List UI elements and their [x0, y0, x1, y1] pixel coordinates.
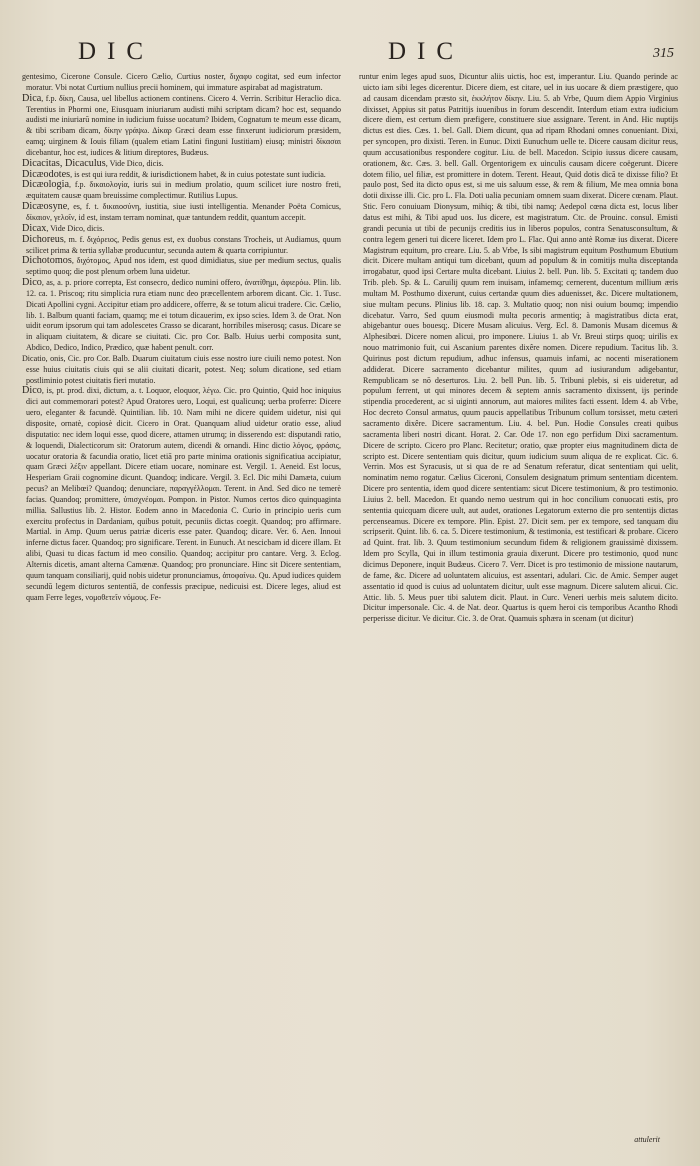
- left-column: [22, 72, 341, 1146]
- entry-headword: Dicax: [22, 222, 47, 234]
- entry-text: , is, pt. prod. dixi, dictum, a. t. Loquor, eloquor, λέγω. Cic. pro Quintio, Quid hoc iniquius dici aut commemorari potest? Apud Oratores uero, Loqui, est qualicunq; uerba proferre: Dicere uero, eleganter & facundè. Quintilian. lib. 10. Nam mihi ne dicere quidem uidetur, nisi qui disposite, ornatè, copiosè dicit. Cicero in Orat. Quanquam aliud uidetur oratio esse, aliud disputatio: nec idem loqui esse, quod dicere, attamen utrumq; in disserendo est: disputandi ratio, & loquendi, Dialecticorum sit: Oratorum autem, dicendi & ornandi. Hinc dictio λόγος, φράσις, uocatur oratoria & facundia oratio, licet etiā pro parte minima orationis significatiua accipiatur, quam Græci λέξιν appellant. Dicere etiam uocare, nominare est. Vergil. 1. Aeneid. Est locus, Hesperiam Graii cognomine dicunt. Quandoq; indicare. Vergil. 3. Ecl. Dic mihi Damæta, cuium pecus? an Melibœi? Quandoq; denunciare, παραγγέλλομαι. Terent. in And. Sed dico ne temerè facias. Quandoq; promittere, ὑπισχνέομαι. Pompon. in Pistor. Numos certos dico quinquaginta millia. Sallustius lib. 2. Histor. Eodem anno in Macedonia C. Curio in principio ueris cum exercitu profectus in Dardaniam, quibus potuit, pecuniis dictas coegit. Quandoq; pro affirmare. Martial. in Amp. Quum uerus patriæ diceris esse pater. Quandoq; dicare. Ver. 6. Aen. Innoui inferne dictus facer. Quandoq; pro significare. Terent. in Eunuch. At nescicbam id dicere illam. Et alibi, Quasi tu dicas factum id meo consilio. Quandoq; accipitur pro cantare. Verg. 3. Eclog. Alternis dicetis, amant alterna Camœnæ. Quandoq; pro pronunciare. Hinc sit Dicere sententiam, quum tanquam consiliarij, quid nobis uidetur pronunciamus, ἀποφαίνω. Qu. Apud iudices quidem secundū legem dicturos sententiā, de confessis præcipue, nedicuisi est. Dicere leges, aliud est quam Ferre leges, νομοθετεῖν νόμους. Fe-: [26, 386, 341, 602]
- entry-text: , as, a. p. priore correpta, Est consecro, dedico numini offero, ἀνατίθημι, ἀφιερόω. Plin. lib. 12. ca. 1. Priscoq; ritu simplicia rura etiam nunc deo præcellentem arborem dicant. Cic. 1. Tusc. Dicati Apollini cygni. Accipitur etiam pro addicere, offerre, & se totum alicui tradere. Cic. Cælio, lib. 1. Balbum quanti faciam, quamq; me ei totum dicauerim, ex ipso scies. Idem 3. de Orat. Non uidit eorum ipsorum qui tam adolescetes Crasso se dicarant, horribiles miserosq; casus. Dicare se in aliquam ciuitatem, & dicare se ciuitati. Cic. pro Cor. Balb. Huius uerbi composita sunt, Abdico, Dedico, Indico, Prædico, quæ habent penult. corr.: [26, 278, 341, 353]
- entry-headword: Dicacitas, Dicaculus: [22, 157, 106, 169]
- right-running-head: DIC: [388, 38, 465, 65]
- entry-headword: Dico: [22, 277, 42, 289]
- entry-text: , Vide Dico, dicis.: [105, 158, 164, 168]
- dictionary-entry: [22, 180, 341, 202]
- entry-headword: Dicæosyne: [22, 201, 68, 213]
- dictionary-entry: [359, 72, 678, 625]
- entry-text: , Vide Dico, dicis.: [46, 223, 105, 233]
- entry-headword: Dicæologia: [22, 179, 69, 191]
- entry-text: runtur enim leges apud suos, Dicuntur aliis uictis, hoc est, imperantur. Liu. Quando perinde ac uicto iam sibi leges dicerentur. Dicere diem, est citare, uel in ius uocare & diem præstigere, quo ad causam dicendam præsto sit, ἐκκλήτον δίκην. Liu. 5. ab Vrbe, Quum diem Appio Virginius dixisset, Appius sit patus Patritijs iuuenibus in forum descendit. Interdum etiam extra iudicium dicere diem, est certum diem præfigere, constituere siue assignare. Terent. in And. Hic nuptijs dictus est dies. Cæs. 1. bel. Gall. Diem dicunt, qua ad ripam Rhodani omnes conueniant. Dixi, per syncopen, pro dixisti. Teren. in Eunuc. Dixti Eunuchum uelle te. Dicere causam dicitur reus, quum accusationibus respondere cogitur. Liu. de bell. Macedon. Scipio iussus dicere causam, orationem, &c. Cæs. 3. bell. Gall. Orgentorigem ex uinculis causam dicere coëgerunt. Dicere dotem filio, uel filiæ, est promittere in dotem. Terent. Heaut, Quid dotis dicā te dixisse filio? Et paulo post, Sed ita dicto opus est, si me uis saluum esse, & rem & filium, Me mea omnia bona dotii dixisse illi. Cic. pro L. Fla. Doti ualia pecuniam omnem suam dixerat. Dicere cœnam. Plaut. Stic. Fero conuiuam Dionysum, mihiq; & tibi, tibi namq; Aedepol cœna dicta est, locus liber datus est mihi, & Tibi apud uos. Ius dicere, est magistratum. Ctc. de Prouinc. consul. Emisti grandi pecunia ut tibi de pecunijs creditis ius in liberos populos, contra Senatusconsultum, & contra legem generi tui dicere liceret. Idem pro L. Flac. Qui anno antè Romæ ius dixerat. Dicere Magistrum equitum, pro creare. Liu. 5. ab Vrbe, Is sibi magistrum equitum Posthumum Ebutium dicit. Dicere multam antiqui tum dicebant, quum ad populum & in comitijs multa disceptanda irrogabatur, quod ipsi Certare multa dicebant. Liuius 2. bell. Pun. lib. 5. Excitati q; tandem duo Trib. pleb. Sp. & L. Caruilij quum rem inuisam, infamemq; cernerent, ducentum millium æris multam M. Posthumo dixerunt, cuius certandæ quum dies aduenisset, &c. Dicere multationem, siue multam pecuns. Plinius lib. 18. cap. 3. Multatio quoq; non nisi ouium boumq; impendio dicebatur. Varro, Sed quum eiusmodi multa pecoris armentiq; à magistratibus dicta erat, abigebantur oues bouesq;. Dicere Musam alicuius. Verg. Ecl. 8. Damonis Musam dicemus & Alphesibœi. Dicere nomen alicui, pro imponere. Liuius 1. ab Vr. Breui stirps quoq; uirilis ex nouo matrimonio fuit, cui Ascanium parentes dixêre nomen. Dicere repudium. Tacitus lib. 3. Quirinus post dictum repudium, adhuc infensus, quamuis infami, ac nocenti miserationem addiderat. Dicere sacramento dicebantur milites, quum ad iusiurandum adigebantur, Rempublicam se nō deserturos. Liu. 2. bell Pun. lib. 5. Tribuni plebis, si eis uideretur, ad populum ferrent, ut qui minores decem & septem annis sacramento dixissent, ijs perinde stipendia procederent, ac si uiginti annorum, aut maiores milites facti essent. Idem 4. ab Vrbe, Hoc decreto Consul armatus, quum paucis appellatibus Tribunum collum torsisset, metu cæteri sacramento dixêre. Dicere sacramentum. Liu. 4. bel. Pun. Hodie Consules creati quibus sacramenta liberi nostri dicant. Horat. 2. Car. Ode 17. non ego perfidum Dixi sacramentum. Dicere de scripto. Cicero pro Planc. Recitetur; oratio, quæ propter eius magnitudinem dicta de scripto est. Dicere sententiam quis dicitur, quum iudicium suum aliqua de re explicat. Cic. 6. Verrin. Mos est Syracusis, ut si qua de re ad Senatum referatur, dicat sententiam qui uelit, nominatim nemo rogatur. Cælius Ciceroni, Consulem designatum primum sententiam dicentem. Dicere pro sententia, idem quod dicere sententiam: sicut Dicere testimonium, & pro testimonio. Liuius 2. bell. Macedon. Et quando nemo uestrum qui in hoc concilium conuocati estis, pro sententia quicquam dicere uult, aut audet, orationes Legatorum externo die pro sententijs dictas percenseamus. Dicere ex tempore. Plin. Epist. 27. Dicit sem. per ex tempore, sed tanquam diu scripserit. Quint. lib. 6. ca. 5. Dicere testimonium, & testimonia, est testificari & probare. Cicero ad Quint. frat. lib. 3. Quum testimonium secundum fidem & religionem grauissimè dixissem. Idem pro Scylla, Qui in illum testimonia grauia dixerunt. Dicere pro testimonio, quod nunc dicimus Deponere, inquit Budæus. Cicero 7. Verr. Dicet is pro testimonio de missione nautarum, de fame, &c. Dicere ad uoluntatem alicuius, est assentari, adulari. Cic. de Amic. Semper auget assentatio id quod is cuius ad uoluntatem dicitur, uult esse magnum. Dicere salutem alicui. Cic. Attic. lib. 5. Meus puer tibi salutem dicit. Plaut. in Curc. Veneri uerbis meis salutem dicito. Dicitur impersonale. Cic. 4. de Nat. deor. Quartus is quem heroi cis temporibus Acantho Rhodi perperisse dicitur. Ve dicitur. Cic. 3. de Orat. Quamuis sphæra in scenam (ut dicitur): [359, 72, 678, 624]
- dictionary-entry: [22, 224, 341, 235]
- entry-text: , διχότομος, Apud nos idem, est quod dimidiatus, siue per medium sectus, qualis septimo quoq; die post plenum orbem luna uidetur.: [26, 256, 341, 277]
- dictionary-entry: [22, 386, 341, 603]
- dictionary-entry: [22, 354, 341, 387]
- entry-text: , es, f. t. δικαιοσύνη, iustitia, siue iusti intelligentia. Menander Poëta Comicus, δίκαιον, γελοῖν, id est, instam terram nominat, quæ tantundem reddit, quantum accepit.: [26, 202, 341, 222]
- page-number: 315: [653, 46, 674, 61]
- dictionary-entry: [22, 72, 341, 94]
- dictionary-entry: [22, 94, 341, 159]
- entry-text: gentesimo, Cicerone Consule. Cicero Cælio, Curtius noster, διχαφυ cogitat, sed eum infector moratur. Vbi notat Curtium nullius precii hominem, qui immature aspirabat ad magistratum.: [22, 72, 341, 92]
- entry-headword: Dichotomos: [22, 255, 72, 267]
- entry-headword: Dicæodotes: [22, 168, 71, 180]
- entry-headword: Dica: [22, 92, 42, 104]
- dictionary-entry: [22, 170, 341, 181]
- catchword: attulerit: [634, 1135, 660, 1144]
- entry-headword: Dico: [22, 385, 42, 397]
- right-column: [359, 72, 678, 1146]
- text-columns: [22, 72, 678, 1146]
- entry-text: , is est qui iura reddit, & iurisdictionem habet, & in cuius potestate sunt iudicia.: [70, 169, 326, 179]
- entry-text: , f.p. δίκη, Causa, uel libellus actionem continens. Cicero 4. Verrin. Scribitur Heraclio dica. Terentius in Phormi one, Eiusquam iniuriarum audisti mihi scriptam dicam? hoc est, sequando audisti me iniuriarū nomine in iudicium fuisse uocatum? Ibidem, Cognatum te meum esse dicam, & tibi scribam dicam, δίκην γράψω. Δίκαρ Græci deam esse finxerunt iudiciorum præsidem, eamq; uirginem & Iouis filiam (qualem etiam Latini finguni Iustitiam) eiusq; ministri δίκασαι dicebantur, hoc est, iudices & litium direptores, Budæus.: [26, 93, 341, 157]
- dictionary-entry: [22, 235, 341, 257]
- entry-text: , f.p. δικαιολογία, iuris sui in medium prolatio, quum scilicet iure nostro freti, æquitatem causæ quam breuissime complectimur. Rutilius Lupus.: [26, 180, 341, 201]
- entry-text: , m. f. διχόρειος, Pedis genus est, ex duobus constans Trocheis, ut Audiamus, quum scilicet prima & tertia syllabæ producuntur, secunda autem & quarta corripiuntur.: [26, 234, 341, 255]
- left-running-head: DIC: [78, 38, 155, 65]
- dictionary-entry: [22, 278, 341, 354]
- dictionary-entry: [22, 256, 341, 278]
- dictionary-entry: [22, 202, 341, 224]
- entry-text: Dicatio, onis, Cic. pro Cor. Balb. Duarum ciuitatum ciuis esse nostro iure ciuili nemo potest. Non esse huius ciuitatis ciuis qui se alii ciuitati dicarit, potest. Neq; solum dicatione, sed etiam postliminio potest ciuitatis fieri mutatio.: [22, 353, 341, 385]
- entry-headword: Dichoreus: [22, 233, 64, 245]
